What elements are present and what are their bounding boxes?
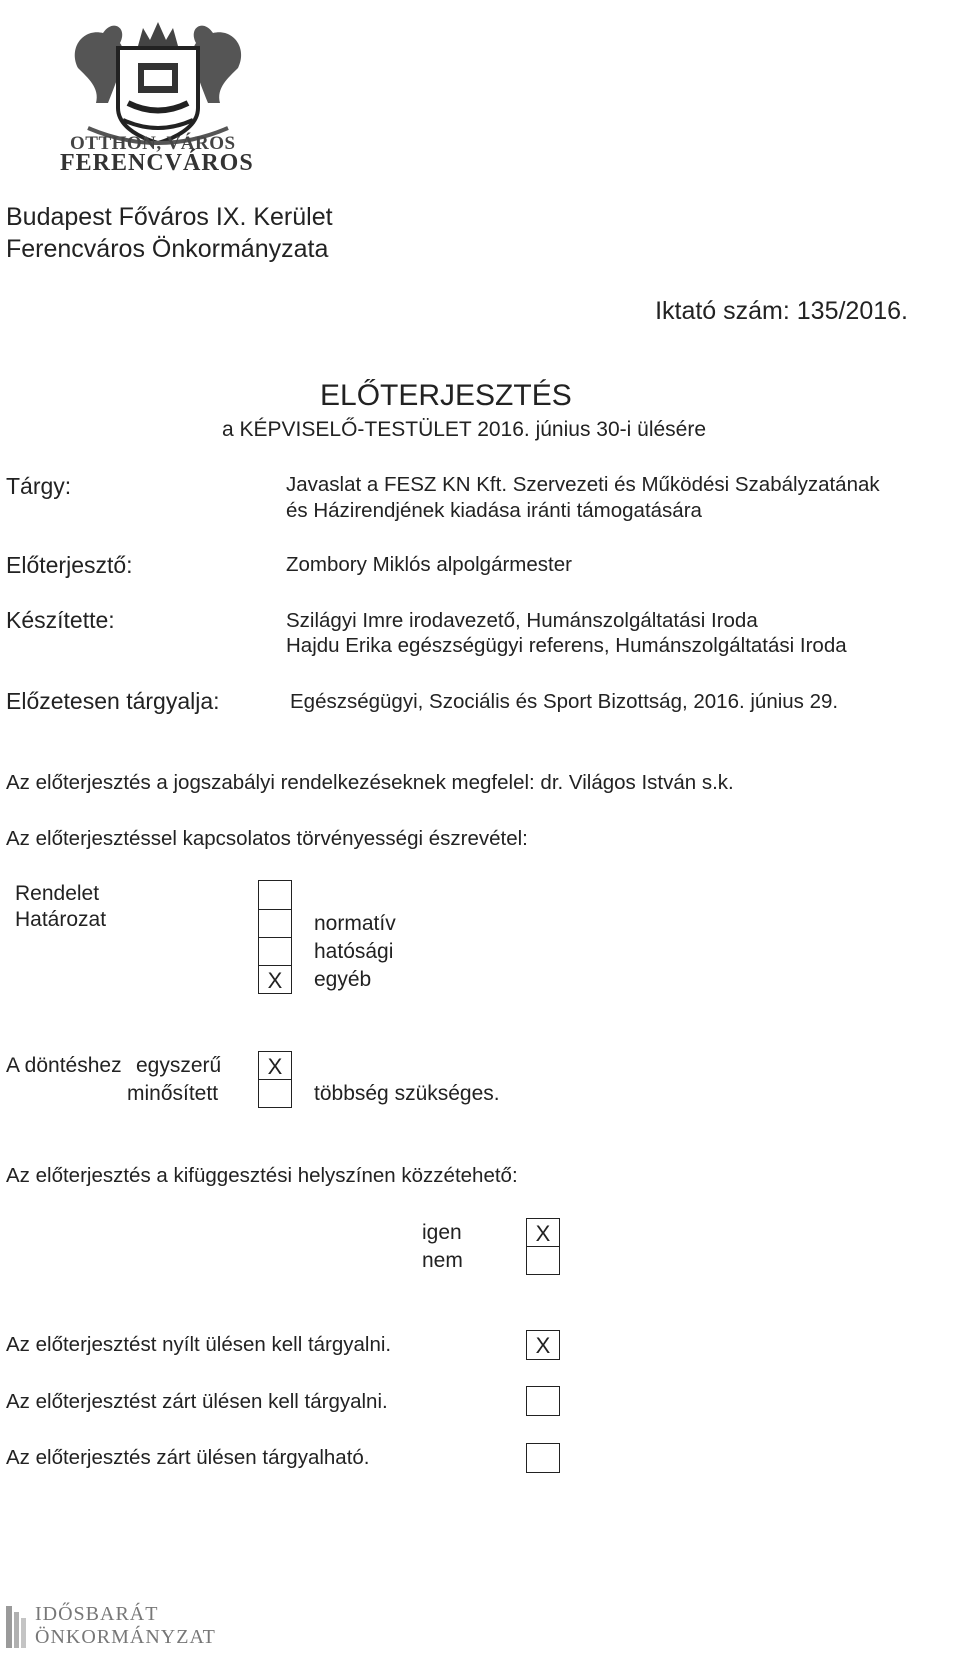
- publish-yes-label: igen: [422, 1221, 462, 1244]
- majority-qualified-label: minősített: [127, 1082, 219, 1105]
- logo-text-line1: OTTHON, VÁROS: [70, 133, 236, 154]
- majority-prefix: A döntéshez: [6, 1054, 122, 1077]
- prepared-line1: Szilágyi Imre irodavezető, Humánszolgáltatási Iroda: [286, 609, 758, 632]
- prepared-label: Készítette:: [6, 607, 115, 633]
- publish-yes-checkbox[interactable]: X: [526, 1218, 560, 1247]
- session-closed-checkbox[interactable]: [526, 1386, 560, 1416]
- publish-question: Az előterjesztés a kifüggesztési helyszínen közzétehető:: [6, 1164, 518, 1187]
- normativ-checkbox[interactable]: [258, 909, 292, 938]
- prepared-line2: Hajdu Erika egészségügyi referens, Humánszolgáltatási Iroda: [286, 634, 847, 657]
- normativ-label: normatív: [314, 912, 396, 935]
- footer-logo-line1: IDŐSBARÁT: [35, 1603, 159, 1625]
- majority-simple-label: egyszerű: [136, 1054, 222, 1077]
- hatosagi-checkbox[interactable]: [258, 937, 292, 966]
- reference-number: Iktató szám: 135/2016.: [655, 297, 908, 325]
- subject-line2: és Házirendjének kiadása iránti támogatására: [286, 499, 702, 522]
- subject-label: Tárgy:: [6, 473, 72, 499]
- legal-compliance: Az előterjesztés a jogszabályi rendelkezéseknek megfelel: dr. Világos István s.k.: [6, 771, 734, 794]
- presenter-label: Előterjesztő:: [6, 552, 133, 578]
- hatosagi-label: hatósági: [314, 940, 394, 963]
- session-open-label: Az előterjesztést nyílt ülésen kell tárgyalni.: [6, 1333, 392, 1356]
- session-closed-possible-label: Az előterjesztés zárt ülésen tárgyalható.: [6, 1446, 370, 1469]
- publish-no-checkbox[interactable]: [526, 1246, 560, 1275]
- subject-line1: Javaslat a FESZ KN Kft. Szervezeti és Működési Szabályzatának: [286, 473, 880, 496]
- footer-logo-line2: ÖNKORMÁNYZAT: [35, 1626, 216, 1648]
- issuer-line2: Ferencváros Önkormányzata: [6, 235, 329, 263]
- elderly-friendly-logo-icon: [4, 1604, 30, 1650]
- publish-no-label: nem: [422, 1249, 463, 1272]
- prior-value: Egészségügyi, Szociális és Sport Bizottság, 2016. június 29.: [290, 690, 839, 713]
- session-open-checkbox[interactable]: X: [526, 1330, 560, 1360]
- majority-qualified-checkbox[interactable]: [258, 1079, 292, 1108]
- majority-suffix: többség szükséges.: [314, 1082, 500, 1105]
- hatarozat-label: Határozat: [15, 908, 107, 931]
- egyeb-checkbox[interactable]: X: [258, 965, 292, 994]
- rendelet-checkbox[interactable]: [258, 880, 292, 910]
- egyeb-label: egyéb: [314, 968, 372, 991]
- document-subtitle: a KÉPVISELŐ-TESTÜLET 2016. június 30-i ülésére: [222, 418, 707, 441]
- issuer-line1: Budapest Főváros IX. Kerület: [6, 203, 333, 231]
- logo-text-line2: FERENCVÁROS: [60, 150, 254, 176]
- presenter-value: Zombory Miklós alpolgármester: [286, 553, 572, 576]
- prior-label: Előzetesen tárgyalja:: [6, 688, 220, 714]
- legal-remark: Az előterjesztéssel kapcsolatos törvényességi észrevétel:: [6, 827, 528, 850]
- rendelet-label: Rendelet: [15, 882, 100, 905]
- session-closed-label: Az előterjesztést zárt ülésen kell tárgyalni.: [6, 1390, 388, 1413]
- document-title: ELŐTERJESZTÉS: [320, 379, 572, 412]
- session-closed-possible-checkbox[interactable]: [526, 1443, 560, 1473]
- majority-simple-checkbox[interactable]: X: [258, 1051, 292, 1080]
